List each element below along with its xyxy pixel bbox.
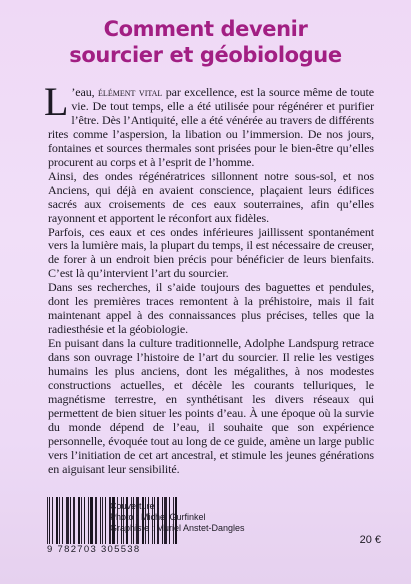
photo-credit: Photo : Michel Gurfinkel: [110, 512, 206, 522]
barcode-bar: [102, 497, 103, 544]
barcode-bar: [100, 497, 101, 544]
book-title-line-2: sourcier et géobiologue: [69, 43, 342, 67]
barcode-bar: [52, 497, 53, 544]
barcode-bar: [47, 497, 48, 544]
price: 20 €: [359, 534, 381, 546]
barcode-bar: [66, 497, 69, 544]
graphic-credit: Graphiste : Muriel Anstet-Dangles: [110, 523, 245, 533]
paragraph-4: Dans ses recherches, il s’aide toujours des baguettes et pendules, dont les premières traces remontent à la préhistoire, mais il fait maintenant appel à des connaissances plus précises, telles que la radiesthésie et la géobiologie.: [48, 280, 374, 337]
barcode-bar: [59, 497, 60, 544]
barcode-bar: [49, 497, 50, 544]
barcode-bar: [78, 497, 80, 544]
paragraph-5: En puisant dans la culture traditionnelle, Adolphe Landspurg retrace dans son ouvrage l’histoire de l’art du sourcier. Il relie les vestiges humains les plus anciens, dont les mégalithes, à nos modestes constructions actuelles, et décèle les courants telluriques, le magnétisme terrestre, en synthétisant les divers réseaux qui permettent de bien situer les points d’eau. À une époque où la survie du monde dépend de l’eau, il souhaite que son expérience personnelle, évoquée tout au long de ce guide, amène un large public vers l’initiation de cet art ancestral, et stimule les jeunes générations en aiguisant leur sensibilité.: [48, 336, 374, 476]
back-cover-text: [44, 79, 375, 477]
barcode-number: 9 782703 305538: [47, 544, 141, 555]
barcode-bar: [90, 497, 93, 544]
drop-cap: L: [44, 79, 69, 124]
cover-label: Couverture :: [110, 501, 160, 511]
barcode-bar: [70, 497, 71, 544]
paragraph-2: Ainsi, des ondes régénératrices sillonnent notre sous-sol, et nos Anciens, qui déjà en avaient conscience, plaçaient leurs édifices sacrés aux croisements de ces eaux souterraines, afin qu’elles rayonnent et apportent le réconfort aux fidèles.: [48, 168, 374, 225]
book-title-line-1: Comment devenir: [103, 17, 308, 41]
back-cover-footer: [47, 497, 381, 561]
paragraph-1-rest: par excellence, est la source même de toute vie. De tout temps, elle a été utilisée pour régénérer et purifier l’être. Dès l’Antiquité, elle a été vénérée au travers de différents rites comme l’aspersion, la libation ou l’immersion. De nos jours, fontaines et sources thermales sont prisées pour le bien-être qu’elles procurent au corps et à l’esprit de l’homme.: [48, 85, 375, 169]
paragraph-1-lead: ’eau,: [71, 85, 99, 99]
barcode-bar: [81, 497, 82, 544]
barcode-bar: [56, 497, 58, 544]
barcode-bar: [88, 497, 89, 544]
book-title: [0, 16, 411, 68]
paragraph-1: [44, 79, 375, 170]
barcode-bar: [84, 497, 85, 544]
barcode-bar: [62, 497, 63, 544]
paragraph-3: Parfois, ces eaux et ces ondes inférieures jaillissent spontanément vers la lumière mais, la plupart du temps, il est nécessaire de creuser, de forer à un endroit bien précis pour bénéficier de leurs bienfaits. C’est là qu’intervient l’art du sourcier.: [48, 224, 374, 281]
barcode-bar: [95, 497, 97, 544]
cover-credits: [110, 501, 245, 534]
paragraph-1-smallcaps: élément vital: [98, 85, 163, 99]
barcode-bar: [105, 497, 106, 544]
barcode-bar: [73, 497, 75, 544]
